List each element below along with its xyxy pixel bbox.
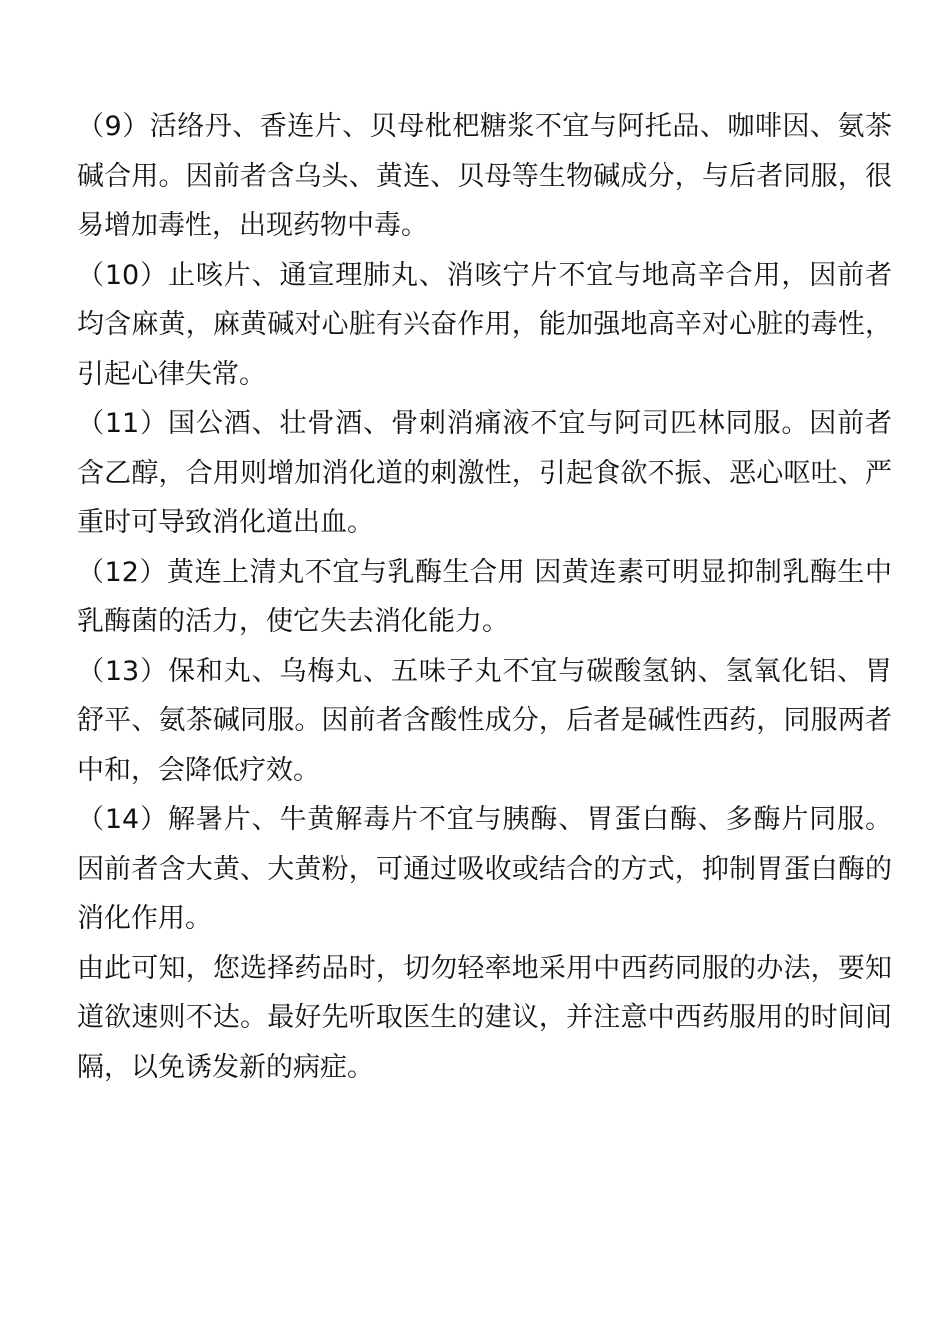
conclusion-paragraph: 由此可知，您选择药品时，切勿轻率地采用中西药同服的办法，要知道欲速则不达。最好先听取医生的建议，并注意中西药服用的时间间隔，以免诱发新的病症。 bbox=[77, 952, 892, 1083]
paragraph-item-14: （14）解暑片、牛黄解毒片不宜与胰酶、胃蛋白酶、多酶片同服。因前者含大黄、大黄粉，可通过吸收或结合的方式，抑制胃蛋白酶的消化作用。 bbox=[77, 804, 892, 934]
paragraph-item-10: （10）止咳片、通宣理肺丸、消咳宁片不宜与地高辛合用，因前者均含麻黄，麻黄碱对心脏有兴奋作用，能加强地高辛对心脏的毒性，引起心律失常。 bbox=[77, 259, 892, 390]
document-body bbox=[77, 102, 892, 1092]
paragraph-item-13: （13）保和丸、乌梅丸、五味子丸不宜与碳酸氢钠、氢氧化铝、胃舒平、氨茶碱同服。因前者含酸性成分，后者是碱性西药，同服两者中和，会降低疗效。 bbox=[77, 655, 892, 786]
paragraph-item-11: （11）国公酒、壮骨酒、骨刺消痛液不宜与阿司匹林同服。因前者含乙醇，合用则增加消化道的刺激性，引起食欲不振、恶心呕吐、严重时可导致消化道出血。 bbox=[77, 408, 892, 538]
paragraph-item-12: （12）黄连上清丸不宜与乳酶生合用 因黄连素可明显抑制乳酶生中乳酶菌的活力，使它失去消化能力。 bbox=[77, 556, 892, 637]
paragraph-item-9: （9）活络丹、香连片、贝母枇杷糖浆不宜与阿托品、咖啡因、氨茶碱合用。因前者含乌头、黄连、贝母等生物碱成分，与后者同服，很易增加毒性，出现药物中毒。 bbox=[77, 111, 892, 241]
